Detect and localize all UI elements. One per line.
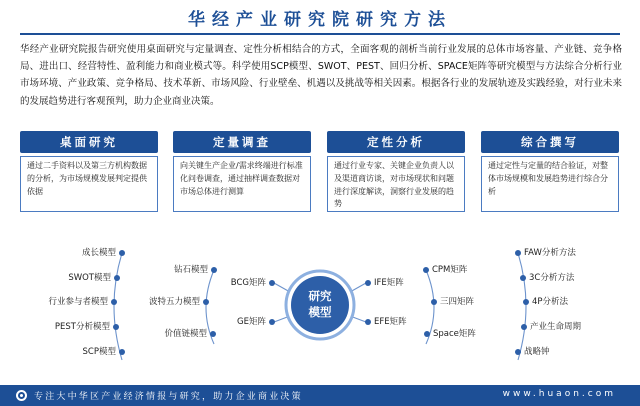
model-diagram xyxy=(0,238,640,368)
model-strategy-clock: 战略钟 xyxy=(524,347,550,357)
footer-slogan: 专注大中华区产业经济情报与研究，助力企业商业决策 xyxy=(34,392,303,402)
footer-bar xyxy=(0,385,640,406)
page-title: 华经产业研究院研究方法 xyxy=(188,10,452,30)
model-lifecycle: 产业生命周期 xyxy=(530,322,582,332)
model-pest: PEST分析模型 xyxy=(54,322,110,332)
center-label xyxy=(288,276,352,334)
model-space: Space矩阵 xyxy=(433,329,476,339)
card-body: 通过二手资料以及第三方机构数据的分析，为市场规模发展判定提供依据 xyxy=(20,156,158,212)
model-scp: SCP模型 xyxy=(82,347,116,357)
model-five-forces: 波特五力模型 xyxy=(148,297,200,307)
card-quantitative xyxy=(173,131,311,212)
logo-icon xyxy=(16,390,27,401)
model-cpm: CPM矩阵 xyxy=(432,265,468,275)
model-value-chain: 价值链模型 xyxy=(164,329,207,339)
intro-paragraph: 华经产业研究院报告研究使用桌面研究与定量调查、定性分析相结合的方式，全面客观的剖析当前行业发展的总体市场容量、产业链、竞争格局、进出口、经营特性、盈利能力和商业模式等。科学使用SCP模型、SWOT、PEST、回归分析、SPACE矩阵等研究模型与方法综合分析行业市场环境、产业政策、竞争格局、技术革新、市场风险、行业壁垒、机遇以及挑战等相关因素。根据各行业的发展轨迹及实践经验，对行业未来的发展趋势进行客观预判，助力企业商业决策。 xyxy=(20,44,622,107)
model-participants: 行业参与者模型 xyxy=(48,297,108,307)
model-growth: 成长模型 xyxy=(81,248,116,258)
model-4p: 4P分析法 xyxy=(532,297,569,307)
card-body: 通过定性与定量的结合验证，对整体市场规模和发展趋势进行综合分析 xyxy=(481,156,619,212)
card-body: 通过行业专家、关键企业负责人以及渠道商访谈，对市场现状和问题进行深度解读，洞察行业发展的趋势 xyxy=(327,156,465,212)
model-swot: SWOT模型 xyxy=(68,273,111,283)
center-line-1: 研究 xyxy=(308,289,332,303)
card-body: 向关键生产企业/需求终端进行标准化问卷调查，通过抽样调查数据对市场总体进行测算 xyxy=(173,156,311,212)
card-title: 定量调查 xyxy=(173,131,311,153)
model-3c: 3C分析方法 xyxy=(529,273,575,283)
card-title: 桌面研究 xyxy=(20,131,158,153)
model-three-four: 三四矩阵 xyxy=(440,297,475,307)
model-efe: EFE矩阵 xyxy=(374,317,407,327)
footer-url[interactable]: www.huaon.com xyxy=(502,389,616,399)
card-writing xyxy=(481,131,619,212)
model-ife: IFE矩阵 xyxy=(374,278,404,288)
center-line-2: 模型 xyxy=(308,305,332,319)
card-title: 定性分析 xyxy=(327,131,465,153)
card-title: 综合撰写 xyxy=(481,131,619,153)
model-bcg: BCG矩阵 xyxy=(230,278,266,288)
title-divider xyxy=(20,33,620,35)
card-desk-research xyxy=(20,131,158,212)
model-diamond: 钻石模型 xyxy=(173,265,208,275)
model-ge: GE矩阵 xyxy=(237,317,266,327)
card-qualitative xyxy=(327,131,465,212)
model-faw: FAW分析方法 xyxy=(524,248,576,258)
